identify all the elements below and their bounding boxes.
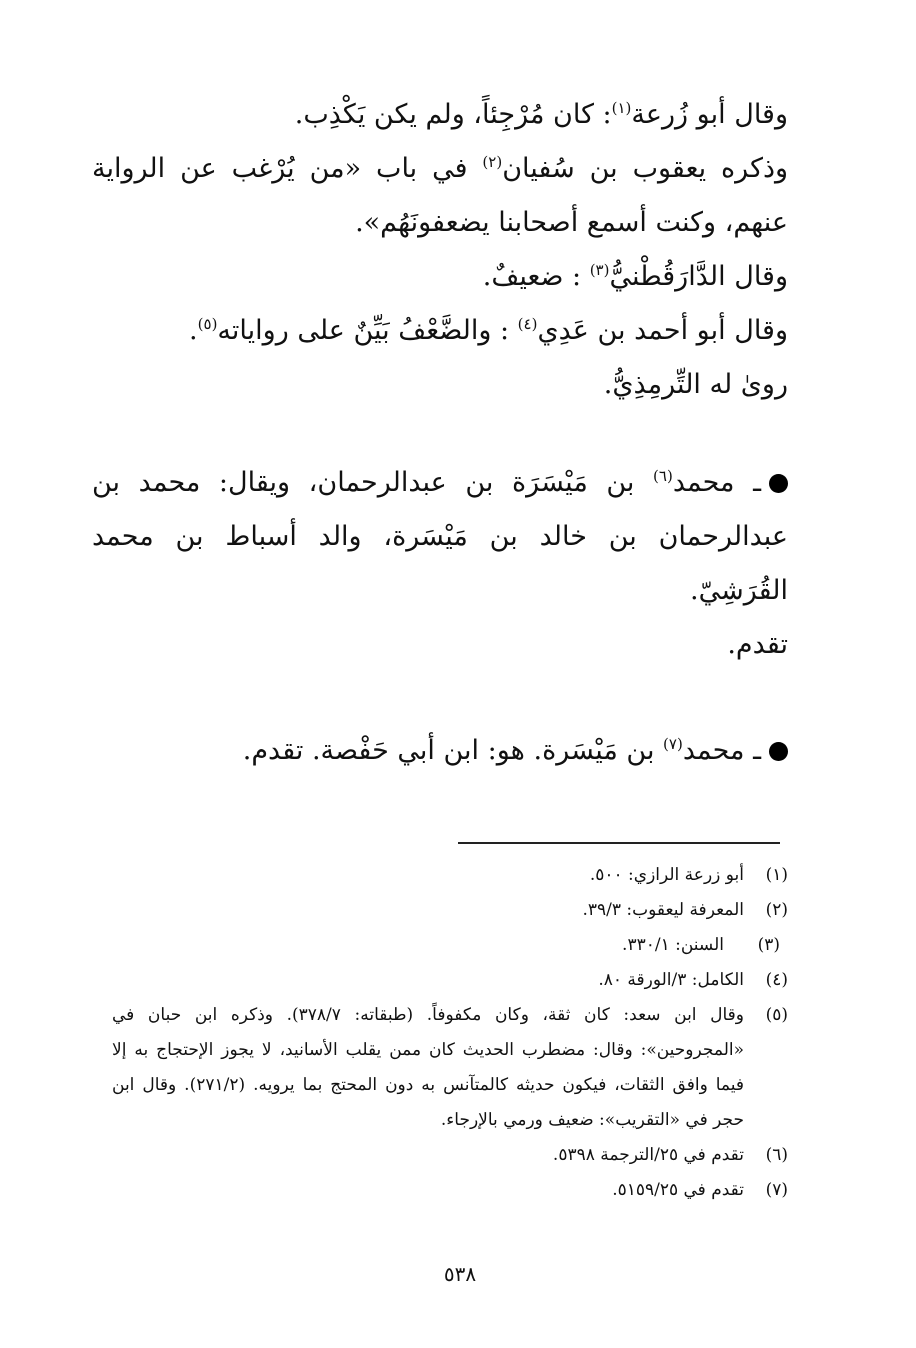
text-span: روىٰ له التِّرمِذِيُّ. [603,369,788,400]
text-span: . [189,315,198,346]
footnote-3 [112,928,788,963]
footnote-text: السنن: ٣٣٠/١. [622,935,724,955]
text-span: وقال أبو زُرعة [631,99,788,130]
footnote-ref-1: (١) [611,99,632,117]
footnote-number: (١) [765,865,788,885]
main-text [92,88,788,778]
entry-text: بن مَيْسَرة. هو: ابن أبي حَفْصة. تقدم. [242,735,664,766]
footnote-ref-5: (٥) [197,315,218,333]
bullet-icon [769,474,788,493]
footnote-text: المعرفة ليعقوب: ٣٩/٣. [582,900,744,920]
paragraph-daraqutni [92,250,788,304]
text-span: وذكره يعقوب بن سُفيان [502,153,788,184]
paragraph-tirmidhi [92,358,788,412]
paragraph-yaqub [92,142,788,250]
footnote-4 [112,963,788,998]
entry-text: بن مَيْسَرَة بن عبدالرحمان، ويقال: محمد بن عبدالرحمان بن خالد بن مَيْسَرة، والد أسباط بن محمد القُرَشِيّ. [92,467,788,606]
text-span: في باب «من يُرْغب عن الرواية عنهم، وكنت أسمع أصحابنا يضعفونَهُم». [92,153,788,238]
footnote-ref-3: (٣) [589,261,610,279]
footnote-ref-4: (٤) [517,315,538,333]
paragraph-abu-zura [92,88,788,142]
footnote-ref-6: (٦) [653,467,673,485]
text-span: : كان مُرْجِئاً، ولم يكن يَكْذِب. [294,99,612,130]
footnote-number: (٣) [757,935,780,955]
footnote-text: تقدم في ٢٥/الترجمة ٥٣٩٨. [552,1145,744,1165]
footnote-number: (٤) [765,970,788,990]
paragraph-ibn-adi [92,304,788,358]
footnote-divider [458,842,780,844]
footnote-ref-7: (٧) [663,735,683,753]
footnote-number: (٥) [765,1005,788,1025]
footnote-number: (٢) [765,900,788,920]
footnote-5 [112,998,788,1138]
footnote-2 [112,893,788,928]
text-span: وقال الدَّارَقُطْنيُّ [609,261,788,292]
footnote-text: أبو زرعة الرازي: ٥٠٠. [589,865,744,885]
text-span: : والضَّعْفُ بَيِّنٌ على رواياته [217,315,518,346]
footnote-number: (٧) [765,1180,788,1200]
text-span: وقال أبو أحمد بن عَدِي [537,315,788,346]
text-span: : ضعيفٌ. [482,261,590,292]
bullet-icon [769,742,788,761]
entry-tail: تقدم. [727,629,788,660]
entry-muhammad-maysara-1 [92,456,788,672]
footnote-6 [112,1138,788,1173]
footnote-text: الكامل: ٣/الورقة ٨٠. [598,970,744,990]
entry-muhammad-maysara-2 [92,724,788,778]
footnote-text: تقدم في ٥١٥٩/٢٥. [612,1180,744,1200]
page-number: ٥٣٨ [443,1262,477,1286]
footnote-text: وقال ابن سعد: كان ثقة، وكان مكفوفاً. (طبقاته: ٣٧٨/٧). وذكره ابن حبان في «المجروحين»: وقال: مضطرب الحديث كان ممن يقلب الأسانيد، لا يجوز الإحتجاج به إلا فيما وافق الثقات، فيكون حديثه كالمتآنس به دون المحتج بما يرويه. (٢٧١/٢). وقال ابن حجر في «التقريب»: ضعيف ورمي بالإرجاء. [112,1005,744,1130]
footnote-7 [112,1173,788,1208]
footnotes [112,858,788,1208]
entry-heading: ـ محمد [672,467,761,498]
footnote-1 [112,858,788,893]
footnote-ref-2: (٢) [482,153,503,171]
entry-heading: ـ محمد [682,735,761,766]
footnote-number: (٦) [765,1145,788,1165]
